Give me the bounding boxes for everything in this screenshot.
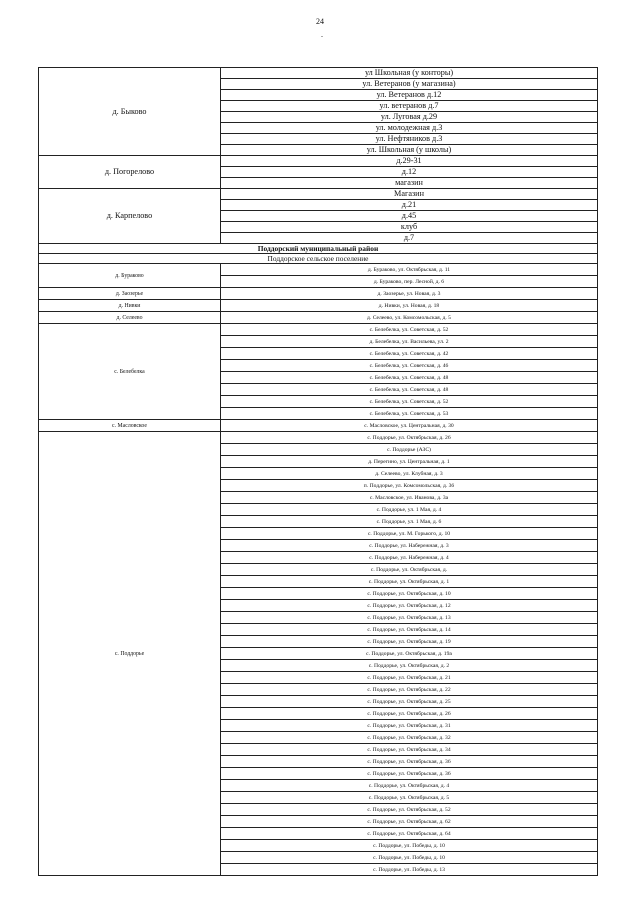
address-cell: с. Поддорье, ул. Октябрьская, д. 19 [221,636,598,648]
locality-name: д. Нивки [39,300,221,312]
address-cell: ул. Нефтяников д.3 [221,134,598,145]
address-cell: с. Белебелка, ул. Советская, д. 53 [221,408,598,420]
address-cell: с. Поддорье, ул. Октябрьская, д. 26 [221,708,598,720]
address-cell: ул. Ветеранов (у магазина) [221,79,598,90]
address-cell: ул Школьная (у конторы) [221,68,598,79]
address-cell: с. Поддорье, ул. Победы, д. 10 [221,852,598,864]
address-cell: д. Селеево, ул. Клубная, д. 3 [221,468,598,480]
address-cell: с. Белебелка, ул. Советская, д. 46 [221,360,598,372]
address-cell: д. Бураково, ул. Октябрьская, д. 11 [221,264,598,276]
address-cell: с. Поддорье, ул. Набережная, д. 3 [221,540,598,552]
address-cell: с. Поддорье, ул. Октябрьская, д. 32 [221,732,598,744]
settlement-title: Поддорское сельское поселение [39,254,598,264]
address-cell: магазин [221,178,598,189]
address-cell: с. Поддорье, ул. Октябрьская, д. 14 [221,624,598,636]
address-cell: п. Поддорье, ул. Комсомольская, д. 36 [221,480,598,492]
address-cell: д. Бураково, пер. Лесной, д. 6 [221,276,598,288]
locality-name: д. Карпелово [39,189,221,244]
address-cell: ул. Ветеранов д.12 [221,90,598,101]
table-row [39,432,598,444]
table-row [39,324,598,336]
address-cell: ул. Луговая д.29 [221,112,598,123]
address-cell: с. Поддорье, ул. Октябрьская, д. 25 [221,696,598,708]
table-header-section [39,244,598,264]
address-cell: с. Поддорье, ул. Октябрьская, д. 62 [221,816,598,828]
address-cell: клуб [221,222,598,233]
address-cell: ул. Школьная (у школы) [221,145,598,156]
locality-name: д. Погорелово [39,156,221,189]
locality-name: д. Быково [39,68,221,156]
address-cell: с. Поддорье, ул. Октябрьская, д. 5 [221,792,598,804]
address-cell: с. Поддорье, ул. Октябрьская, д. 26 [221,432,598,444]
district-title: Поддорский муниципальный район [39,244,598,254]
table-row [39,156,598,167]
address-cell: с. Поддорье, ул. Набережная, д. 4 [221,552,598,564]
address-cell: с. Поддорье, ул. 1 Мая, д. 4 [221,504,598,516]
table-section-poddorye [39,264,598,876]
table-row [39,288,598,300]
address-cell: с. Поддорье, ул. Октябрьская, д. 31 [221,720,598,732]
address-cell: с. Поддорье, ул. Октябрьская, д. 10 [221,588,598,600]
address-cell: д. Заозерье, ул. Новая, д. 3 [221,288,598,300]
address-cell: с. Поддорье, ул. Октябрьская, д. 21 [221,672,598,684]
address-cell: ул. ветеранов д.7 [221,101,598,112]
address-cell: с. Поддорье, ул. Октябрьская, д. 36 [221,756,598,768]
table-row [39,264,598,276]
address-cell: с. Масловское, ул. Иванова, д. 3а [221,492,598,504]
address-cell: с. Поддорье, ул. 1 Мая, д. 6 [221,516,598,528]
address-cell: д.29-31 [221,156,598,167]
address-cell: с. Поддорье (АЗС) [221,444,598,456]
address-table [38,67,598,876]
address-cell: д. Селеево, ул. Комсомольская, д. 5 [221,312,598,324]
address-cell: с. Поддорье, ул. Октябрьская, д. 19а [221,648,598,660]
address-cell: с. Поддорье, ул. М. Горького, д. 10 [221,528,598,540]
table-row [39,189,598,200]
address-cell: с. Поддорье, ул. Октябрьская, д. 2 [221,660,598,672]
address-cell: с. Поддорье, ул. Октябрьская, д. 64 [221,828,598,840]
address-cell: Магазин [221,189,598,200]
table-row [39,300,598,312]
address-cell: д. Нивки, ул. Новая, д. 18 [221,300,598,312]
locality-name: д. Бураково [39,264,221,288]
address-cell: д.7 [221,233,598,244]
locality-name: д. Заозерье [39,288,221,300]
address-cell: д.12 [221,167,598,178]
address-cell: с. Поддорье, ул. Октябрьская, д. 1 [221,576,598,588]
address-cell: с. Поддорье, ул. Октябрьская, д. 13 [221,612,598,624]
address-cell: с. Поддорье, ул. Победы, д. 10 [221,840,598,852]
locality-name: д. Селеево [39,312,221,324]
address-cell: с. Белебелка, ул. Советская, д. 52 [221,396,598,408]
address-cell: с. Белебелка, ул. Советская, д. 42 [221,348,598,360]
address-cell: с. Белебелка, ул. Советская, д. 48 [221,372,598,384]
address-cell: с. Поддорье, ул. Октябрьская, д. 36 [221,768,598,780]
address-cell: с. Поддорье, ул. Октябрьская, д. 34 [221,744,598,756]
address-cell: д. Перегино, ул. Центральная, д. 1 [221,456,598,468]
address-cell: с. Поддорье, ул. Октябрьская, д. 22 [221,684,598,696]
page-number: 24 [316,17,324,26]
address-cell: д. Белебелка, ул. Васильева, ул. 2 [221,336,598,348]
address-cell: д.45 [221,211,598,222]
locality-name: с. Масловское [39,420,221,432]
table-section-byкovo [39,68,598,244]
table-row [39,420,598,432]
address-cell: с. Белебелка, ул. Советская, д. 48 [221,384,598,396]
locality-name: с. Поддорье [39,432,221,876]
address-cell: с. Поддорье, ул. Октябрьская, д. 52 [221,804,598,816]
page-mark: - [321,34,323,40]
address-cell: д.21 [221,200,598,211]
address-cell: с. Поддорье, ул. Октябрьская, д. 4 [221,780,598,792]
address-cell: с. Поддорье, ул. Октябрьская, д. 12 [221,600,598,612]
address-cell: с. Масловское, ул. Центральная, д. 30 [221,420,598,432]
locality-name: с. Белебелка [39,324,221,420]
address-cell: с. Белебелка, ул. Советская, д. 52 [221,324,598,336]
address-cell: с. Поддорье, ул. Октябрьская, д. [221,564,598,576]
table-row [39,312,598,324]
address-cell: с. Поддорье, ул. Победы, д. 13 [221,864,598,876]
address-cell: ул. молодежная д.3 [221,123,598,134]
table-row [39,68,598,79]
